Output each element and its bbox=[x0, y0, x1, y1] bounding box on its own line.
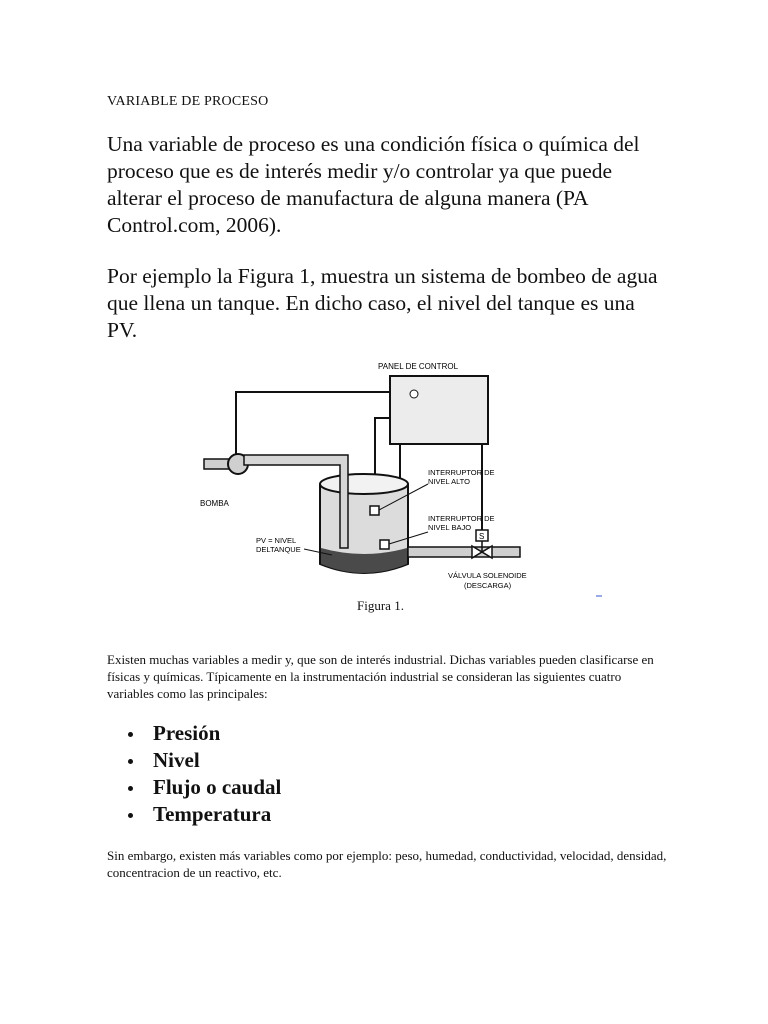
list-item bbox=[107, 801, 281, 828]
list-item bbox=[107, 720, 281, 747]
section-heading: VARIABLE DE PROCESO bbox=[107, 94, 269, 109]
wire-pump bbox=[236, 392, 390, 460]
pump-label: BOMBA bbox=[200, 499, 229, 508]
control-panel bbox=[390, 376, 488, 444]
pv-label-1: PV = NIVEL bbox=[256, 536, 297, 545]
bullet-icon bbox=[128, 813, 133, 818]
valve-label-1: VÁLVULA SOLENOIDE bbox=[448, 571, 527, 580]
high-switch-label-1: INTERRUPTOR DE bbox=[428, 468, 495, 477]
panel-label: PANEL DE CONTROL bbox=[378, 362, 459, 371]
bullet-icon bbox=[128, 759, 133, 764]
variables-intro-paragraph: Existen muchas variables a medir y, que son de interés industrial. Dichas variables pueden clasificarse en físicas y químicas. Típicamente en la instrumentación industrial se consideran las siguientes cuatro variables como las principales: bbox=[107, 652, 654, 701]
panel-indicator bbox=[410, 390, 418, 398]
other-variables-paragraph: Sin embargo, existen más variables como por ejemplo: peso, humedad, conductividad, velocidad, densidad, concentracion de un reactivo, etc. bbox=[107, 848, 667, 880]
bullet-icon bbox=[128, 732, 133, 737]
figure-caption: Figura 1. bbox=[357, 598, 404, 613]
low-switch-label-1: INTERRUPTOR DE bbox=[428, 514, 495, 523]
main-variables-list bbox=[107, 720, 281, 828]
low-level-switch bbox=[380, 540, 389, 549]
list-item-text: Nivel bbox=[153, 748, 200, 772]
high-switch-label-2: NIVEL ALTO bbox=[428, 477, 470, 486]
valve-label-2: (DESCARGA) bbox=[464, 581, 512, 590]
tank-top bbox=[320, 474, 408, 494]
list-item bbox=[107, 774, 281, 801]
list-item bbox=[107, 747, 281, 774]
list-item-text: Flujo o caudal bbox=[153, 775, 282, 799]
bullet-icon bbox=[128, 786, 133, 791]
example-paragraph: Por ejemplo la Figura 1, muestra un sistema de bombeo de agua que llena un tanque. En dicho caso, el nivel del tanque es una PV. bbox=[107, 264, 658, 342]
list-item-text: Presión bbox=[153, 721, 221, 745]
high-level-switch bbox=[370, 506, 379, 515]
solenoid-letter: S bbox=[479, 532, 485, 541]
pv-label-2: DELTANQUE bbox=[256, 545, 301, 554]
outlet-pipe bbox=[408, 547, 520, 557]
pumping-system-diagram bbox=[200, 356, 610, 606]
definition-paragraph: Una variable de proceso es una condición física o química del proceso que es de interés medir y/o controlar ya que puede alterar el proceso de manufactura de alguna manera (PA Control.com, 2006). bbox=[107, 132, 640, 237]
low-switch-label-2: NIVEL BAJO bbox=[428, 523, 472, 532]
list-item-text: Temperatura bbox=[153, 802, 272, 826]
